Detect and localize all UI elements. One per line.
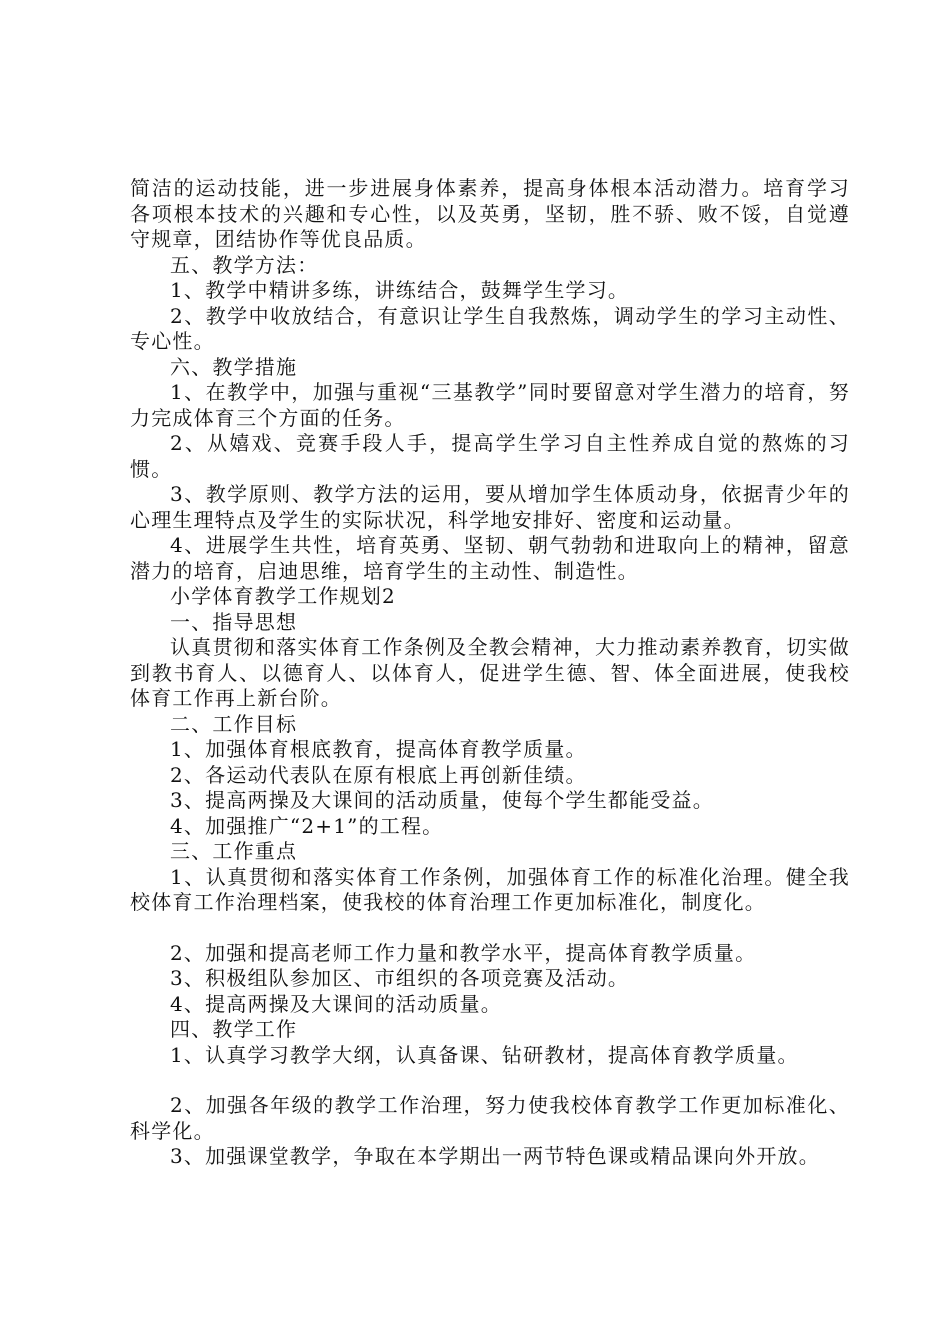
list-item: 4、加强推广“2+1”的工程。: [170, 813, 444, 838]
list-item: 2、从嬉戏、竞赛手段人手，提高学生学习自主性养成自觉的熬炼的习惯。: [130, 431, 850, 481]
list-item: 1、在教学中，加强与重视“三基教学”同时要留意对学生潜力的培育，努力完成体育三个方面的任务。: [130, 380, 850, 430]
paragraph-intro-continuation: 简洁的运动技能，进一步进展身体素养，提高身体根本活动潜力。培育学习各项根本技术的兴趣和专心性，以及英勇，坚韧，胜不骄、败不馁，自觉遵守规章，团结协作等优良品质。: [130, 176, 850, 251]
list-item: 3、加强课堂教学，争取在本学期出一两节特色课或精品课向外开放。: [170, 1144, 820, 1168]
list-item: 4、进展学生共性，培育英勇、坚韧、朝气勃勃和进取向上的精神，留意潜力的培育，启迪思维，培育学生的主动性、制造性。: [130, 533, 850, 583]
section-heading-teaching-work: 四、教学工作: [170, 1017, 298, 1041]
section-heading-teaching-methods: 五、教学方法：: [170, 252, 319, 277]
list-item: 3、提高两操及大课间的活动质量，使每个学生都能受益。: [170, 788, 714, 812]
section-heading-work-goals: 二、工作目标: [170, 711, 298, 736]
section-heading-teaching-measures: 六、教学措施: [170, 354, 298, 379]
list-item: 3、教学原则、教学方法的运用，要从增加学生体质动身，依据青少年的心理生理特点及学生的实际状况，科学地安排好、密度和运动量。: [130, 482, 850, 532]
section-heading-guiding-ideology: 一、指导思想: [170, 609, 298, 634]
list-item: 2、加强和提高老师工作力量和教学水平，提高体育教学质量。: [170, 940, 757, 965]
blank-line: [130, 1068, 850, 1093]
list-item: 1、加强体育根底教育，提高体育教学质量。: [170, 737, 587, 761]
list-item: 2、各运动代表队在原有根底上再创新佳绩。: [170, 762, 587, 787]
list-item: 1、认真学习教学大纲，认真备课、钻研教材，提高体育教学质量。: [170, 1042, 799, 1067]
paragraph: 认真贯彻和落实体育工作条例及全教会精神，大力推动素养教育，切实做到教书育人、以德育人、以体育人，促进学生德、智、体全面进展，使我校体育工作再上新台阶。: [130, 635, 850, 710]
list-item: 2、加强各年级的教学工作治理，努力使我校体育教学工作更加标准化、科学化。: [130, 1093, 850, 1143]
list-item: 4、提高两操及大课间的活动质量。: [170, 991, 502, 1016]
section-heading-work-focus: 三、工作重点: [170, 839, 298, 863]
list-item: 3、积极组队参加区、市组织的各项竞赛及活动。: [170, 966, 630, 990]
blank-line: [130, 916, 850, 941]
list-item: 2、教学中收放结合，有意识让学生自我熬炼，调动学生的学习主动性、专心性。: [130, 303, 850, 353]
list-item: 1、教学中精讲多练，讲练结合，鼓舞学生学习。: [170, 278, 630, 302]
document-body: [130, 176, 850, 1170]
list-item: 1、认真贯彻和落实体育工作条例，加强体育工作的标准化治理。健全我校体育工作治理档案，使我校的体育治理工作更加标准化，制度化。: [130, 864, 850, 914]
document-title-plan-2: 小学体育教学工作规划2: [170, 584, 396, 608]
